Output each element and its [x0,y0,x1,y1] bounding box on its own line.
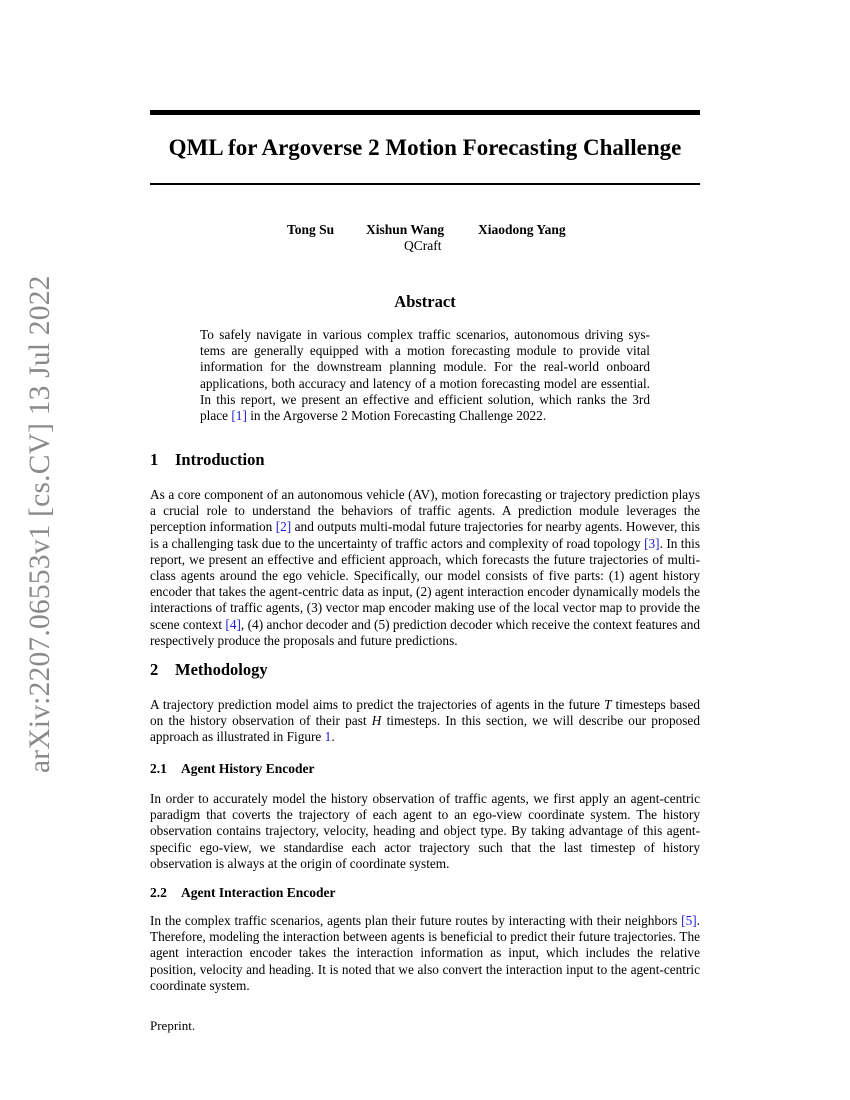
agent-interaction-paragraph: In the complex traffic scenarios, agents plan their future routes by interacting with their neighbors [5]. Therefore, modeling the interaction between agents is beneficial to predict their future trajectories. The agent interaction encoder takes the interaction information as input, which includes the relative position, velocity and heading. It is noted that we also convert the interaction input to the agent-centric coordinate system. [150,913,700,993]
arxiv-identifier: arXiv:2207.06553v1 [cs.CV] 13 Jul 2022 [24,275,56,773]
section-heading-introduction: 1 Introduction [150,450,265,469]
title-bottom-rule [150,183,700,185]
agent-history-paragraph: In order to accurately model the history observation of traffic agents, we first apply an agent-centric paradigm that coverts the trajectory of each agent to an ego-view coordinate system. The history observation contains trajectory, velocity, heading and object type. By taking advantage of this agent-specific ego-view, we standardise each actor trajectory such that the last timestep of history observation is always at the origin of coordinate system. [150,791,700,871]
abstract-text: To safely navigate in various complex traffic scenarios, autonomous driving sys-tems are generally equipped with a motion forecasting module to provide vital information for the downstream planning module. For the real-world onboard applications, both accuracy and latency of a motion forecasting model are essential. In this report, we present an effective and efficient solution, which ranks the 3rd place [1] in the Argoverse 2 Motion Forecasting Challenge 2022. [200,327,650,424]
affiliation: QCraft [404,238,442,253]
citation-link[interactable]: [1] [231,408,247,424]
citation-link[interactable]: [4] [225,616,241,632]
author-name: Xiaodong Yang [478,222,566,237]
introduction-paragraph: As a core component of an autonomous vehicle (AV), motion forecasting or trajectory prediction plays a crucial role to understand the behaviors of traffic agents. A prediction module leverages the perception information [2] and outputs multi-modal future trajectories for nearby agents. However, this is a challenging task due to the uncertainty of traffic actors and complexity of road topology [3]. In this report, we present an effective and efficient approach, which forecasts the future trajectories of multi-class agents around the ego vehicle. Specifically, our model consists of five parts: (1) agent history encoder that takes the agent-centric data as input, (2) agent interaction encoder dynamically models the interactions of traffic agents, (3) vector map encoder making use of the local vector map to provide the scene context [4], (4) anchor decoder and (5) prediction decoder which receive the context features and respectively produce the proposals and future predictions. [150,487,700,648]
section-heading-methodology: 2 Methodology [150,660,268,679]
author-block [150,222,700,262]
footer-note: Preprint. [150,1018,196,1033]
citation-link[interactable]: [2] [275,519,292,535]
subsection-heading-agent-interaction-encoder: 2.2 Agent Interaction Encoder [150,885,336,900]
subsection-heading-agent-history-encoder: 2.1 Agent History Encoder [150,761,315,776]
paper-title: QML for Argoverse 2 Motion Forecasting Challenge [168,135,682,160]
author-name: Xishun Wang [366,222,445,237]
methodology-paragraph: A trajectory prediction model aims to predict the trajectories of agents in the future T timesteps based on the history observation of their past H timesteps. In this section, we will describe our proposed approach as illustrated in Figure 1. [150,697,700,745]
citation-link[interactable]: [3] [644,535,660,551]
citation-link[interactable]: [5] [681,913,697,928]
author-name: Tong Su [287,222,335,237]
figure-link[interactable]: 1 [324,729,332,745]
title-top-rule [150,110,700,115]
abstract-heading: Abstract [394,292,456,311]
